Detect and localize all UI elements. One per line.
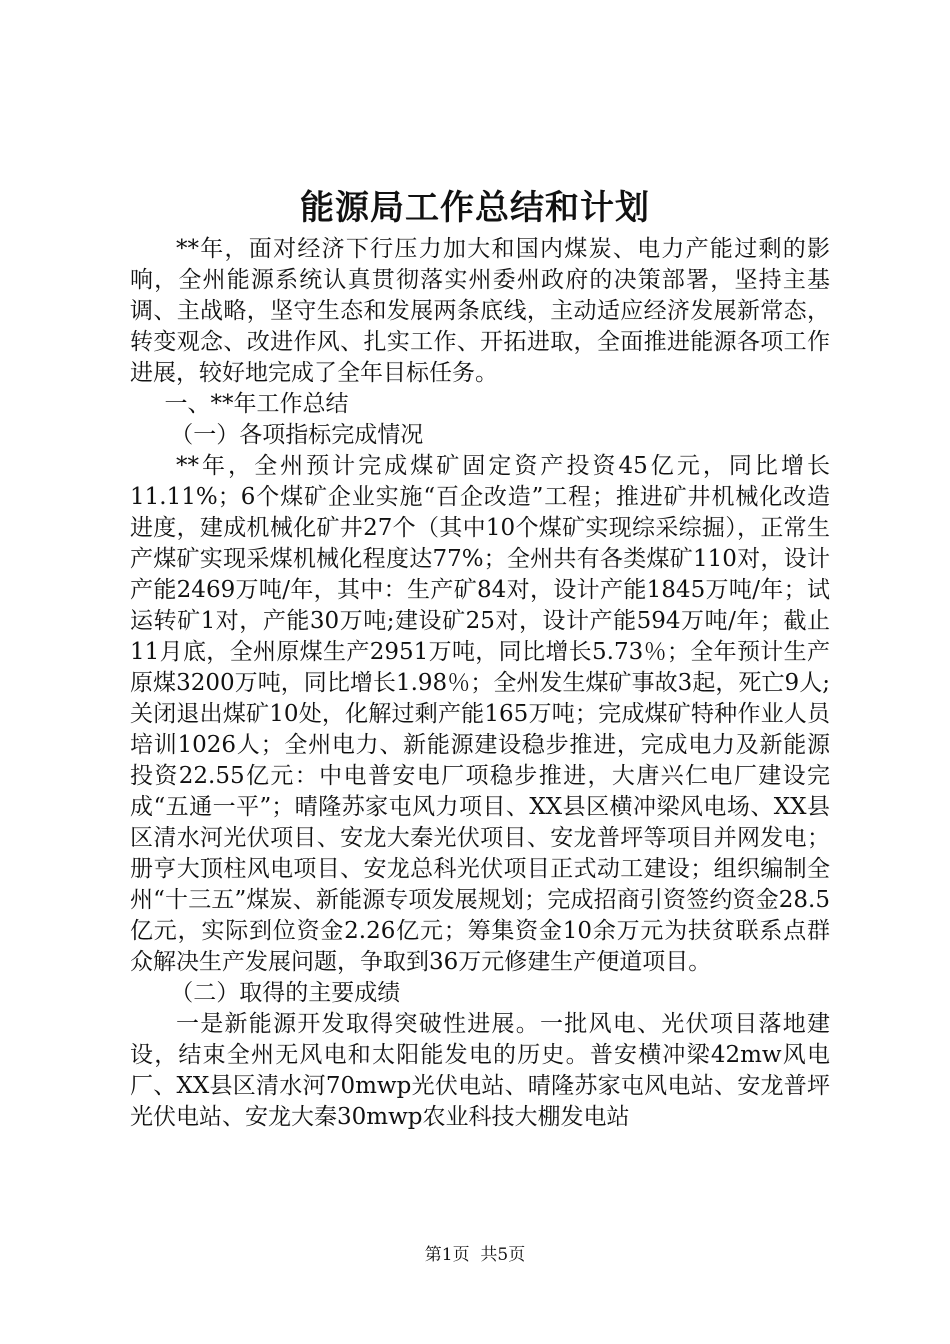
document-body [130, 234, 830, 1133]
indicators-paragraph: **年，全州预计完成煤矿固定资产投资45亿元，同比增长11.11%；6个煤矿企业实施“百企改造”工程；推进矿井机械化改造进度，建成机械化矿井27个（其中10个煤矿实现综采综掘），正常生产煤矿实现采煤机械化程度达77%；全州共有各类煤矿110对，设计产能2469万吨/年，其中：生产矿84对，设计产能1845万吨/年；试运转矿1对，产能30万吨;建设矿25对，设计产能594万吨/年；截止11月底，全州原煤生产2951万吨，同比增长5.73％；全年预计生产原煤3200万吨，同比增长1.98％；全州发生煤矿事故3起，死亡9人;关闭退出煤矿10处，化解过剩产能165万吨；完成煤矿特种作业人员培训1026人；全州电力、新能源建设稳步推进，完成电力及新能源投资22.55亿元：中电普安电厂项稳步推进，大唐兴仁电厂建设完成“五通一平”；晴隆苏家屯风力项目、XX县区横冲梁风电场、XX县区清水河光伏项目、安龙大秦光伏项目、安龙普坪等项目并网发电；册亨大顶柱风电项目、安龙总科光伏项目正式动工建设；组织编制全州“十三五”煤炭、新能源专项发展规划；完成招商引资签约资金28.5亿元，实际到位资金2.26亿元；筹集资金10余万元为扶贫联系点群众解决生产发展问题，争取到36万元修建生产便道项目。 [130, 453, 830, 975]
achievements-paragraph: 一是新能源开发取得突破性进展。一批风电、光伏项目落地建设，结束全州无风电和太阳能发电的历史。普安横冲梁42mw风电厂、XX县区清水河70mwp光伏电站、晴隆苏家屯风电站、安龙普坪光伏电站、安龙大秦30mwp农业科技大棚发电站 [130, 1011, 830, 1130]
page-footer [0, 1244, 950, 1266]
subsection-heading: （二）取得的主要成绩 [170, 980, 401, 1006]
intro-paragraph: **年，面对经济下行压力加大和国内煤炭、电力产能过剩的影响，全州能源系统认真贯彻落实州委州政府的决策部署，坚持主基调、主战略，坚守生态和发展两条底线，主动适应经济发展新常态，转变观念、改进作风、扎实工作、开拓进取，全面推进能源各项工作进展，较好地完成了全年目标任务。 [130, 236, 830, 386]
page-number: 第1页 共5页 [424, 1245, 526, 1265]
section-heading: 一、**年工作总结 [164, 391, 349, 417]
page-title: 能源局工作总结和计划 [300, 188, 650, 228]
subsection-heading: （一）各项指标完成情况 [170, 422, 424, 448]
